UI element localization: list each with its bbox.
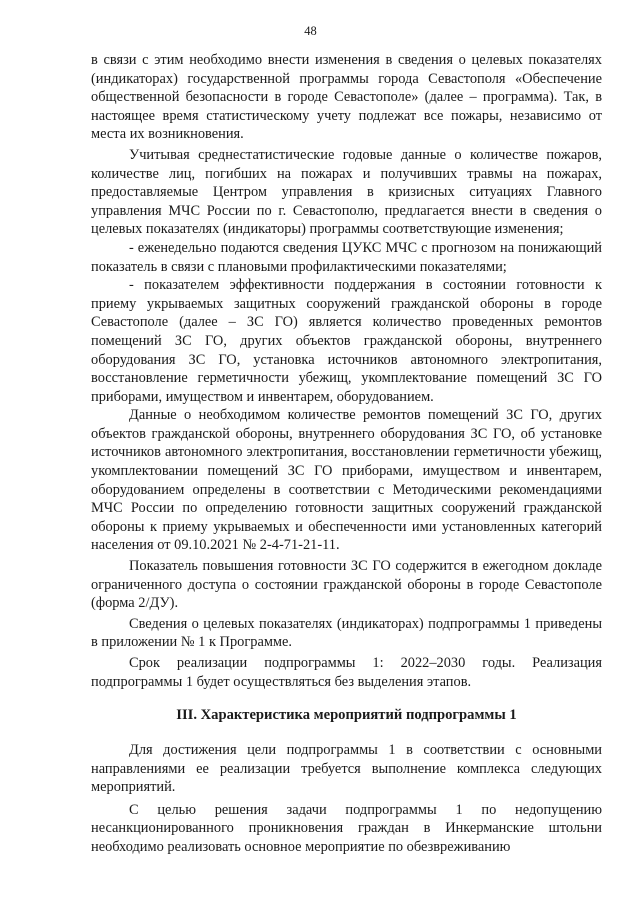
section-text	[91, 741, 602, 857]
paragraph: Учитывая среднестатистические годовые данные о количестве пожаров, количестве лиц, погибших на пожарах и получивших травмы на пожарах, предоставляемые Центром управления в кризисных ситуациях Главного управления МЧС России по г. Севастополю, предлагается внести в сведения о целевых показателях (индикаторы) программы соответствующие изменения;	[91, 146, 602, 238]
paragraph: Данные о необходимом количестве ремонтов помещений ЗС ГО, других объектов гражданской обороны, внутреннего оборудования ЗС ГО, об установке источников автономного электропитания, восстановлении герметичности убежищ, укомплектовании помещений ЗС ГО приборами, имуществом и инвентарем, оборудованием определены в соответствии с Методическими рекомендациями МЧС России по определению готовности защитных сооружений гражданской обороны к приему укрываемых и обеспеченности ими установленных категорий населения от 09.10.2021 № 2-4-71-21-11.	[91, 407, 602, 554]
section-heading: III. Характеристика мероприятий подпрограммы 1	[176, 707, 517, 723]
page-number: 48	[304, 24, 317, 38]
list-item: - еженедельно подаются сведения ЦУКС МЧС с прогнозом на понижающий показатель в связи с плановыми профилактическими показателями;	[91, 239, 602, 275]
paragraph: Для достижения цели подпрограммы 1 в соответствии с основными направлениями ее реализации требуется выполнение комплекса следующих мероприятий.	[91, 742, 602, 796]
section-text	[91, 51, 602, 691]
list-item: - показателем эффективности поддержания в состоянии готовности к приему укрываемых защитных сооружений гражданской обороны в городе Севастополе (далее – ЗС ГО) является количество проведенных ремонтов помещений ЗС ГО, других объектов гражданской обороны, внутреннего оборудования ЗС ГО, установка источников автономного электропитания, восстановление герметичности убежищ, укомплектование помещений ЗС ГО приборами, имуществом и инвентарем, оборудованием.	[91, 277, 602, 405]
paragraph: Срок реализации подпрограммы 1: 2022–2030 годы. Реализация подпрограммы 1 будет осуществляться без выделения этапов.	[91, 655, 602, 690]
paragraph: С целью решения задачи подпрограммы 1 по недопущению несанкционированного проникновения граждан в Инкерманские штольни необходимо реализовать основное мероприятие по обезвреживанию	[91, 801, 602, 855]
paragraph: Показатель повышения готовности ЗС ГО содержится в ежегодном докладе ограниченного доступа о состоянии гражданской обороны в городе Севастополе (форма 2/ДУ).	[91, 558, 602, 612]
paragraph: Сведения о целевых показателях (индикаторах) подпрограммы 1 приведены в приложении № 1 к Программе.	[91, 615, 602, 651]
paragraph: в связи с этим необходимо внести изменения в сведения о целевых показателях (индикаторах) государственной программы города Севастополя «Обеспечение общественной безопасности в городе Севастополе» (далее – программа). Так, в настоящее время статистическому учету подлежат все пожары, независимо от места их возникновения.	[91, 52, 602, 143]
